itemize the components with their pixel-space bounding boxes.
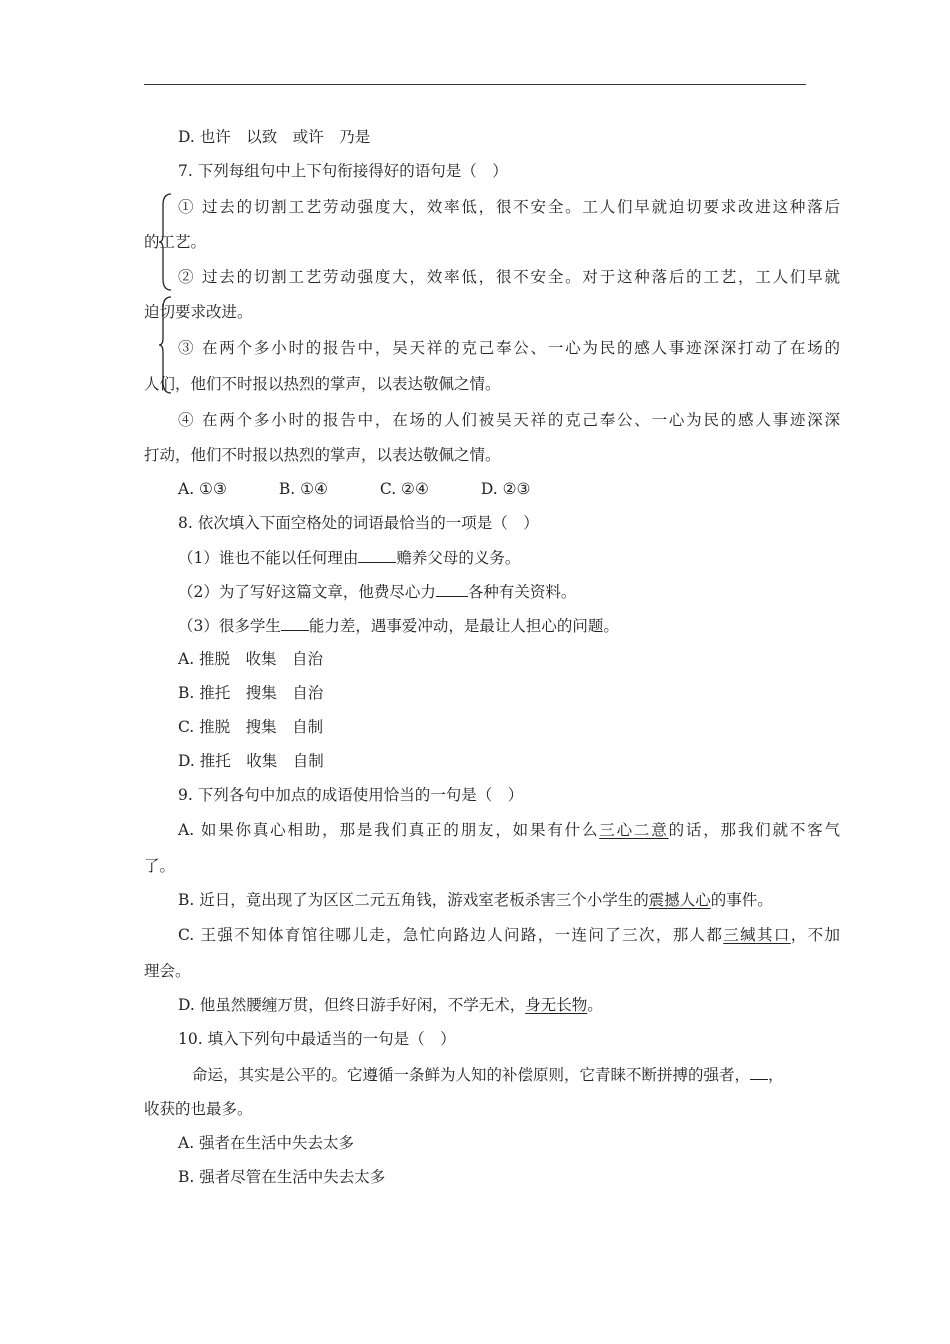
q7-sentence-3: ③ 在两个多小时的报告中，吴天祥的克己奉公、一心为民的感人事迹深深打动了在场的 <box>178 339 840 357</box>
q8-item-3-post: 能力差，遇事爱冲动，是最让人担心的问题。 <box>308 617 619 635</box>
q10-stem: 10. 填入下列句中最适当的一句是（ ） <box>178 1030 456 1048</box>
q8-item-3-pre: （3）很多学生 <box>178 617 281 635</box>
q9-stem: 9. 下列各句中加点的成语使用恰当的一句是（ ） <box>178 786 524 804</box>
q8-option-b[interactable]: B. 推托 搜集 自治 <box>178 684 324 702</box>
q10-option-a[interactable]: A. 强者在生活中失去太多 <box>178 1134 355 1152</box>
q8-item-1-pre: （1）谁也不能以任何理由 <box>178 549 359 567</box>
q7-sentence-1: ① 过去的切割工艺劳动强度大，效率低，很不安全。工人们早就迫切要求改进这种落后 <box>178 198 840 216</box>
q9-a-text-end: 的话，那我们就不客气 <box>668 821 840 839</box>
q10-passage-text: 命运，其实是公平的。它遵循一条鲜为人知的补偿原则，它青睐不断拼搏的强者， <box>192 1066 751 1084</box>
q9-c-text-end: ，不加 <box>790 926 840 944</box>
q7-stem: 7. 下列每组句中上下句衔接得好的语句是（ ） <box>178 162 508 180</box>
q7-sentence-2: ② 过去的切割工艺劳动强度大，效率低，很不安全。对于这种落后的工艺，工人们早就 <box>178 268 840 286</box>
q8-blank-1[interactable] <box>358 547 396 563</box>
q9-option-b[interactable] <box>144 890 840 910</box>
q9-c-idiom: 三缄其口 <box>723 926 791 944</box>
q7-sentence-4-cont: 打动，他们不时报以热烈的掌声，以表达敬佩之情。 <box>144 446 501 464</box>
header-rule <box>144 84 806 85</box>
q8-option-c[interactable]: C. 推脱 搜集 自制 <box>178 718 324 736</box>
q8-item-1 <box>144 547 840 568</box>
q9-option-c[interactable] <box>144 925 840 945</box>
q7-sentence-1-cont: 的工艺。 <box>144 233 207 251</box>
q9-d-idiom: 身无长物 <box>525 996 588 1014</box>
q8-blank-3[interactable] <box>281 615 309 631</box>
q10-passage-comma: ， <box>768 1066 784 1084</box>
q9-c-text: C. 王强不知体育馆往哪儿走，急忙向路边人问路，一连问了三次，那人都 <box>178 926 724 944</box>
q8-stem: 8. 依次填入下面空格处的词语最恰当的一项是（ ） <box>178 514 539 532</box>
q9-option-d[interactable] <box>144 995 840 1015</box>
q8-option-a[interactable]: A. 推脱 收集 自治 <box>178 650 324 668</box>
q7-sentence-3-cont: 人们，他们不时报以热烈的掌声，以表达敬佩之情。 <box>144 375 501 393</box>
q9-option-a[interactable] <box>144 820 840 840</box>
q8-item-2-post: 各种有关资料。 <box>467 583 577 601</box>
q7-option-b[interactable]: B. ①④ <box>278 480 328 498</box>
q8-item-2 <box>144 581 840 602</box>
q9-option-a-cont: 了。 <box>144 857 176 875</box>
q9-a-idiom: 三心二意 <box>599 821 669 839</box>
q9-d-text-end: 。 <box>587 996 603 1014</box>
q8-option-d[interactable]: D. 推托 收集 自制 <box>178 752 324 770</box>
q7-option-a[interactable]: A. ①③ <box>178 480 227 498</box>
q8-item-1-post: 赡养父母的义务。 <box>396 549 521 567</box>
q10-passage-cont: 收获的也最多。 <box>144 1100 253 1118</box>
q9-b-text-end: 的事件。 <box>710 891 773 909</box>
q9-d-text: D. 他虽然腰缠万贯，但终日游手好闲，不学无术， <box>178 996 526 1014</box>
q8-item-2-pre: （2）为了写好这篇文章，他费尽心力 <box>178 583 436 601</box>
q9-b-text: B. 近日，竟出现了为区区二元五角钱，游戏室老板杀害三个小学生的 <box>178 891 649 909</box>
q9-b-idiom: 震撼人心 <box>648 891 711 909</box>
q8-blank-2[interactable] <box>436 581 468 597</box>
q10-blank[interactable] <box>750 1064 768 1080</box>
q9-option-c-cont: 理会。 <box>144 962 191 980</box>
q7-sentence-2-cont: 迫切要求改进。 <box>144 303 253 321</box>
q9-a-text: A. 如果你真心相助，那是我们真正的朋友，如果有什么 <box>178 821 600 839</box>
q7-options <box>144 479 840 499</box>
q8-item-3 <box>144 615 840 636</box>
q6-option-d: D. 也许 以致 或许 乃是 <box>178 128 371 146</box>
q7-option-d[interactable]: D. ②③ <box>480 480 531 498</box>
q7-sentence-4: ④ 在两个多小时的报告中，在场的人们被吴天祥的克己奉公、一心为民的感人事迹深深 <box>178 411 840 429</box>
q10-option-b[interactable]: B. 强者尽管在生活中失去太多 <box>178 1168 386 1186</box>
q10-passage <box>144 1064 854 1085</box>
q7-option-c[interactable]: C. ②④ <box>379 480 429 498</box>
